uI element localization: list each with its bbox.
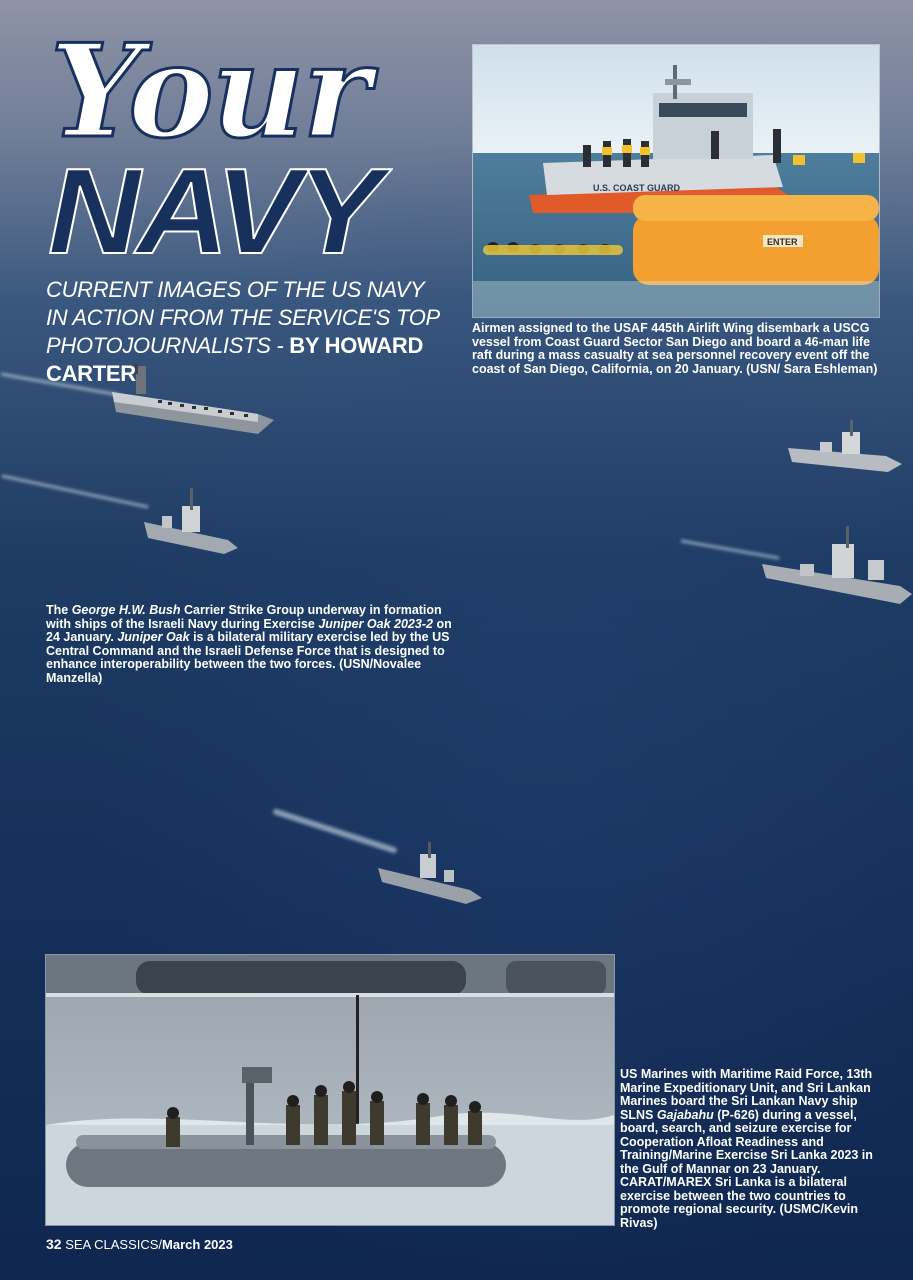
subtitle-line: IN ACTION FROM THE SERVICE'S TOP [46,305,440,330]
caption-marines-boarding [620,1068,880,1230]
raft-label: ENTER [767,237,798,247]
page-number: 32 [46,1236,62,1252]
page-footer: 32 SEA CLASSICS/March 2023 [46,1236,233,1252]
title-main-word: NAVY [48,143,379,280]
destroyer-ship [786,418,904,476]
photo-marines-boarding [45,954,615,1226]
subtitle-line: CURRENT IMAGES OF THE US NAVY [46,277,425,302]
subtitle [46,276,466,388]
corvette-ship [376,840,484,906]
caption-ship-name: Gajabahu [656,1107,714,1122]
caption-exercise-name: Juniper Oak 2023-2 [318,616,433,631]
caption-text: is a bilateral military exercise led by the US Central Command and the Israeli Defense Force that is designed to enhance interoperability between the two forces. (USN/Novalee Manzella) [46,630,450,685]
subtitle-line [46,332,466,388]
cruiser-ship [760,524,913,608]
caption-text: Carrier Strike Group underway in formation with ships of the Israeli Navy during Exercise [46,603,442,631]
issue-date: March 2023 [162,1237,233,1252]
caption-carrier-strike-group [46,604,452,685]
photo-coast-guard-raft [472,44,880,318]
byline: BY HOWARD CARTER [46,333,424,386]
ship-wake [1,474,148,508]
caption-ship-name: George H.W. Bush [71,603,181,617]
subtitle-line-text: PHOTOJOURNALISTS - [46,333,290,358]
caption-text: The [46,603,72,617]
caption-text: on 24 January. [46,616,452,644]
hull-marking: U.S. COAST GUARD [593,183,681,193]
caption-text: (P-626) during a vessel, board, search, and seizure exercise for Cooperation Afloat Readiness and Training/Marine Exercise Sri Lanka 2023 in the Gulf of Mannar on 23 January. CARAT/MAREX Sri Lanka is a bilateral exercise between the two countries to promote regional security. (USMC/Kevin Rivas) [620,1107,873,1230]
caption-exercise-name: Juniper Oak [117,630,190,644]
title-script-word: Your [50,17,369,167]
caption-coast-guard: Airmen assigned to the USAF 445th Airlift Wing disembark a USCG vessel from Coast Guard Sector San Diego and board a 46-man life raft during a mass casualty at sea personnel recovery event off the coast of San Diego, California, on 20 January. (USN/ Sara Eshleman) [472,321,878,376]
caption-text: US Marines with Maritime Raid Force, 13th Marine Expeditionary Unit, and Sri Lankan Marines board the Sri Lankan Navy ship SLNS [620,1067,873,1122]
publication-name: SEA CLASSICS [65,1237,159,1252]
frigate-ship [142,486,242,558]
